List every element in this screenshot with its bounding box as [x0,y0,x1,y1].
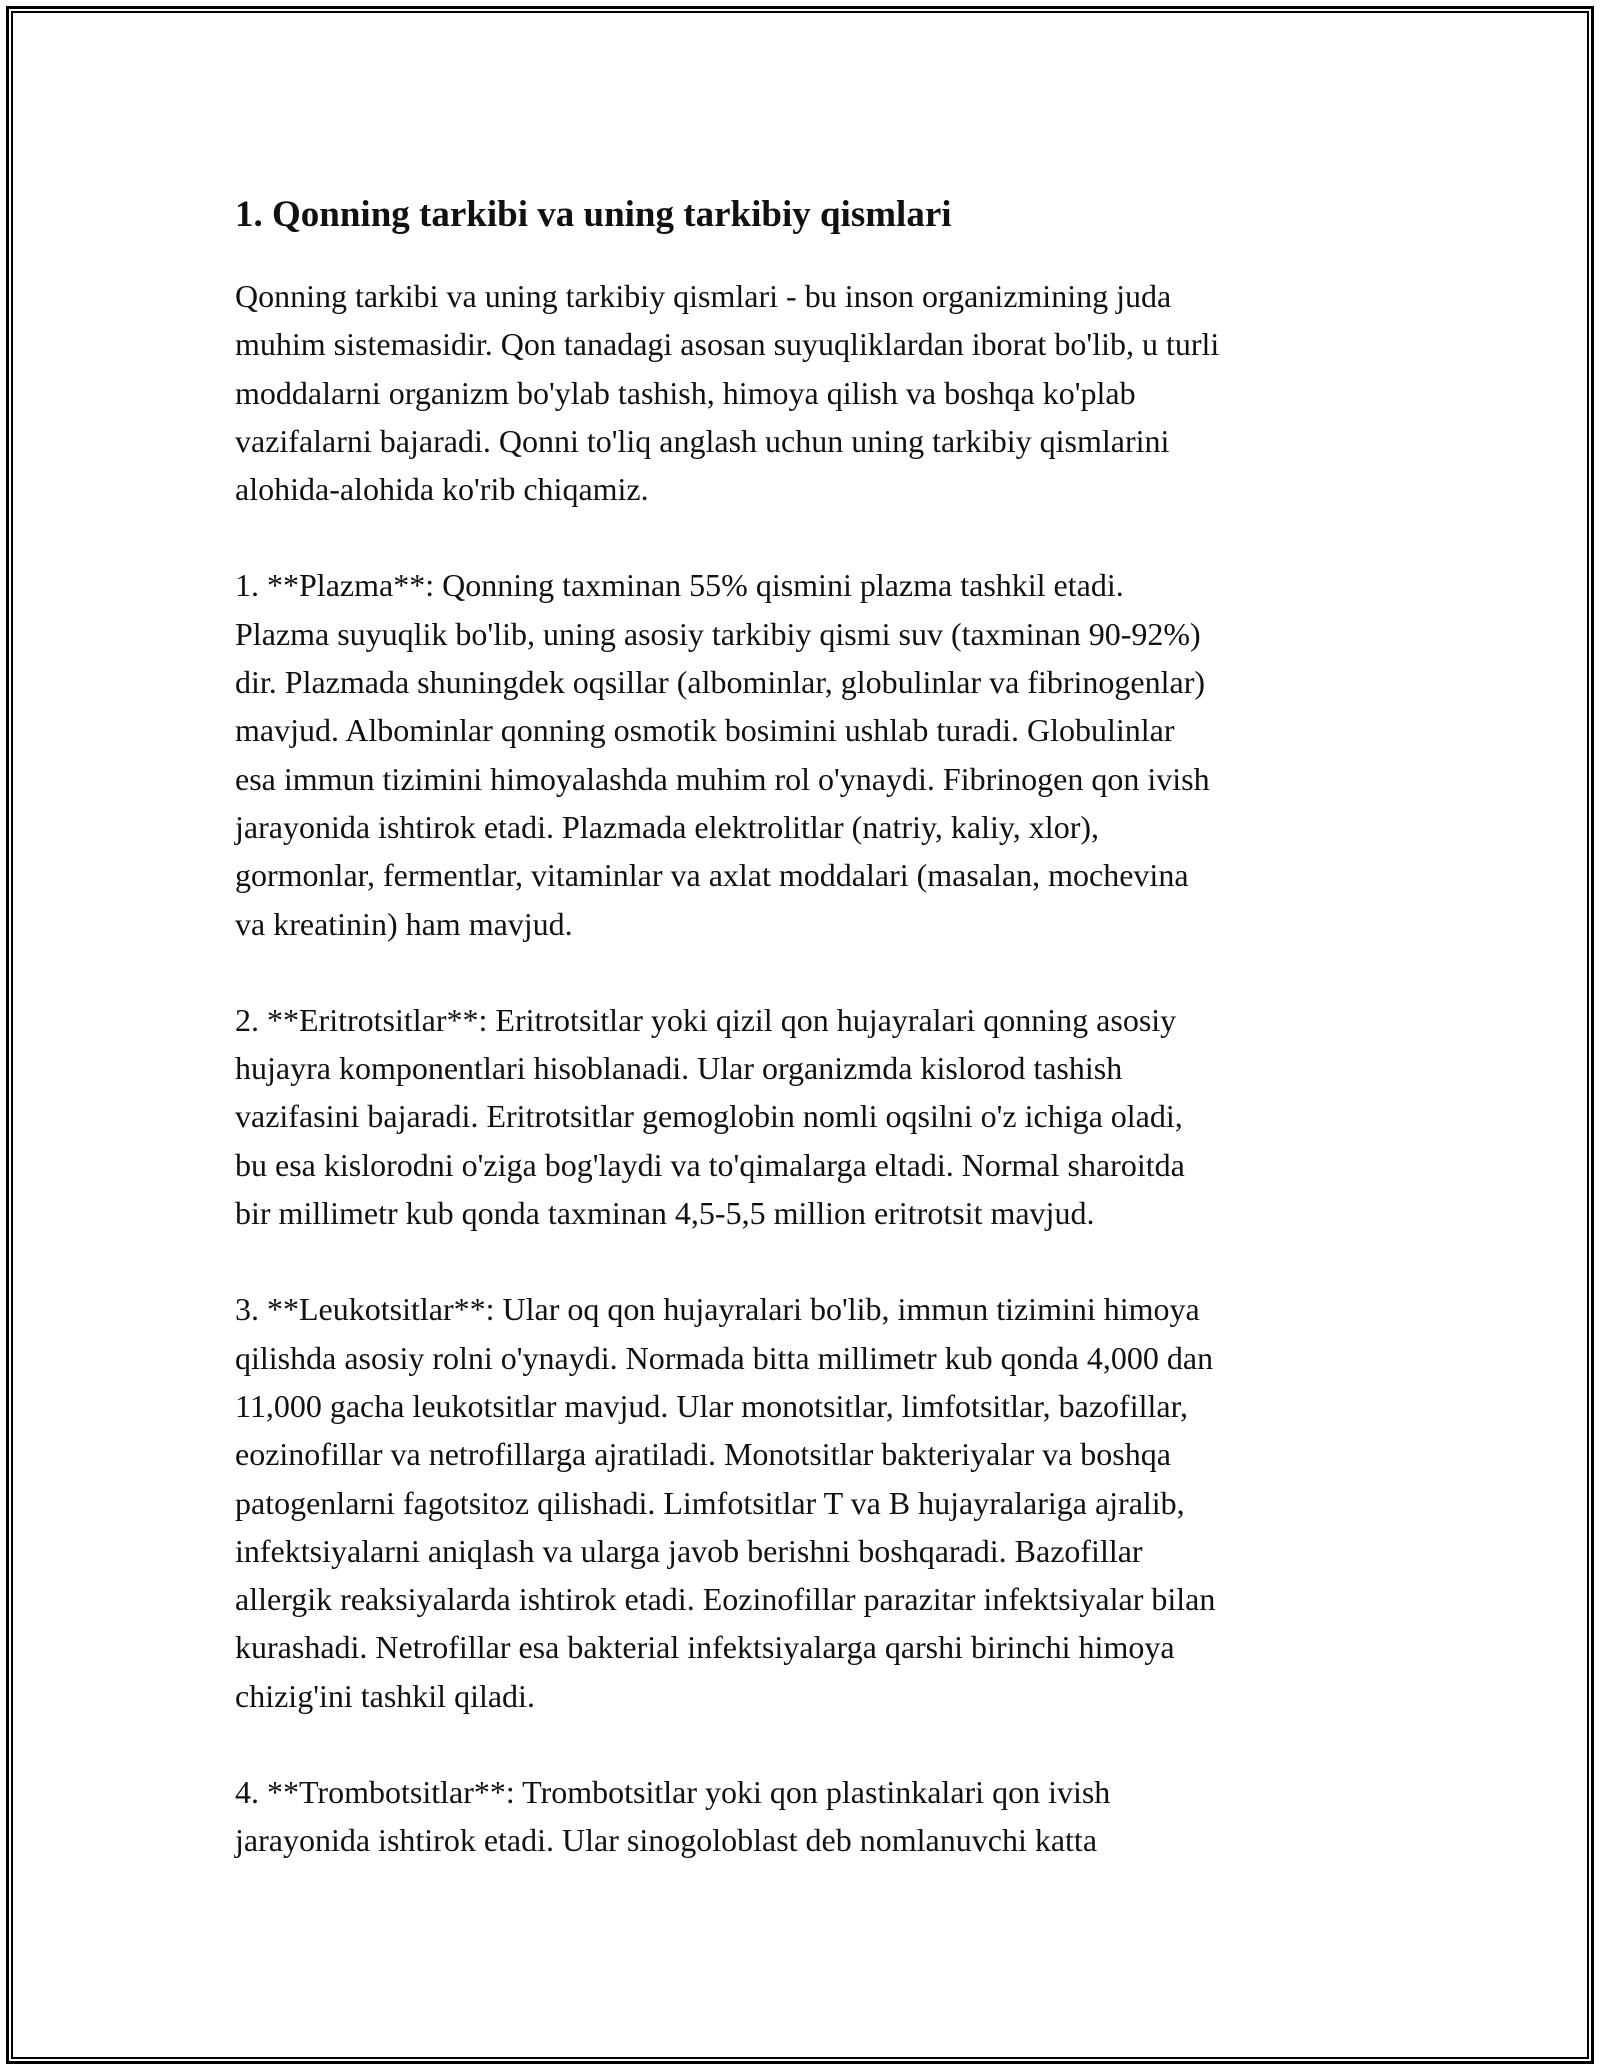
text-line: jarayonida ishtirok etadi. Ular sinogoloblast deb nomlanuvchi katta [235,1822,1098,1859]
text-line: esa immun tizimini himoyalashda muhim rol o'ynaydi. Fibrinogen qon ivish [235,760,1210,797]
text-line: 2. **Eritrotsitlar**: Eritrotsitlar yoki qizil qon hujayralari qonning asosiy [235,1001,1177,1038]
text-line: vazifasini bajaradi. Eritrotsitlar gemoglobin nomli oqsilni o'z ichiga oladi, [235,1098,1183,1135]
text-line: 1. **Plazma**: Qonning taxminan 55% qismini plazma tashkil etadi. [235,567,1124,604]
text-line: va kreatinin) ham mavjud. [235,905,573,942]
text-line: bir millimetr kub qonda taxminan 4,5-5,5 million eritrotsit mavjud. [235,1195,1095,1232]
text-line: muhim sistemasidir. Qon tanadagi asosan suyuqliklardan iborat bo'lib, u turli [235,326,1220,363]
text-line: 4. **Trombotsitlar**: Trombotsitlar yoki qon plastinkalari qon ivish [235,1774,1111,1811]
text-line: kurashadi. Netrofillar esa bakterial infektsiyalarga qarshi birinchi himoya [235,1629,1175,1666]
paragraph [235,1285,1375,1720]
text-line: mavjud. Albominlar qonning osmotik bosimini ushlab turadi. Globulinlar [235,712,1175,749]
text-line: jarayonida ishtirok etadi. Plazmada elektrolitlar (natriy, kaliy, xlor), [235,808,1099,845]
document-page [235,186,1375,1865]
text-line: vazifalarni bajaradi. Qonni to'liq anglash uchun uning tarkibiy qismlarini [235,422,1170,459]
paragraph [235,996,1375,1237]
text-line: infektsiyalarni aniqlash va ularga javob berishni boshqaradi. Bazofillar [235,1532,1143,1569]
paragraph [235,561,1375,947]
text-line: moddalarni organizm bo'ylab tashish, himoya qilish va boshqa ko'plab [235,374,1136,411]
text-line: Qonning tarkibi va uning tarkibiy qismlari - bu inson organizmining juda [235,278,1172,314]
text-line: chizig'ini tashkil qiladi. [235,1677,535,1714]
text-line: alohida-alohida ko'rib chiqamiz. [235,471,649,508]
paragraph [235,272,1375,513]
section-title: 1. Qonning tarkibi va uning tarkibiy qismlari [235,194,952,235]
paragraph-gap [235,1720,1375,1768]
text-line: qilishda asosiy rolni o'ynaydi. Normada bitta millimetr kub qonda 4,000 dan [235,1339,1214,1376]
text-line: patogenlarni fagotsitoz qilishadi. Limfotsitlar T va B hujayralariga ajralib, [235,1484,1185,1521]
text-line: allergik reaksiyalarda ishtirok etadi. Eozinofillar parazitar infektsiyalar bilan [235,1581,1216,1618]
paragraph [235,1768,1375,1865]
text-line: Plazma suyuqlik bo'lib, uning asosiy tarkibiy qismi suv (taxminan 90-92%) [235,615,1201,652]
paragraph-gap [235,948,1375,996]
text-line: 11,000 gacha leukotsitlar mavjud. Ular monotsitlar, limfotsitlar, bazofillar, [235,1387,1188,1424]
paragraph-gap [235,513,1375,561]
text-line: gormonlar, fermentlar, vitaminlar va axlat moddalari (masalan, mochevina [235,857,1189,894]
text-line: 3. **Leukotsitlar**: Ular oq qon hujayralari bo'lib, immun tizimini himoya [235,1291,1200,1328]
text-line: dir. Plazmada shuningdek oqsillar (albominlar, globulinlar va fibrinogenlar) [235,664,1206,701]
paragraph-gap [235,1237,1375,1285]
text-line: hujayra komponentlari hisoblanadi. Ular organizmda kislorod tashish [235,1050,1123,1087]
text-line: bu esa kislorodni o'ziga bog'laydi va to'qimalarga eltadi. Normal sharoitda [235,1146,1185,1183]
document-body [235,272,1375,1865]
text-line: eozinofillar va netrofillarga ajratiladi. Monotsitlar bakteriyalar va boshqa [235,1436,1171,1473]
